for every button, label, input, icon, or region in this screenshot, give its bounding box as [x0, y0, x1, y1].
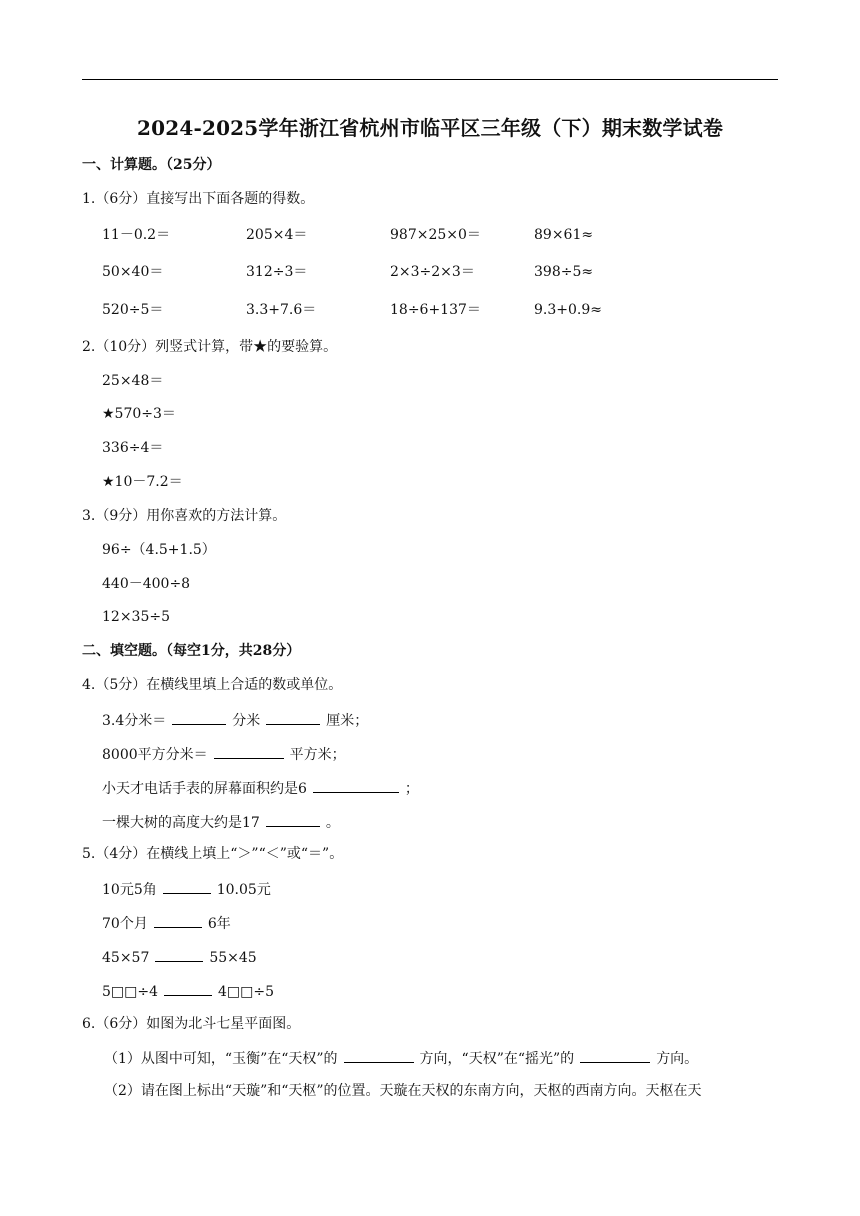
q4-l4-text-b: 。	[325, 815, 340, 831]
q1-r1-c2: 205×4＝	[246, 227, 308, 243]
q6-p1-text-a: （1）从图中可知，“玉衡”在“天权”的	[104, 1051, 338, 1067]
q5-item-2	[102, 913, 231, 933]
q4-stem: 4.（5分）在横线里填上合适的数或单位。	[82, 677, 343, 693]
q3-item-3: 12×35÷5	[102, 609, 170, 625]
q6-blank-2[interactable]	[580, 1048, 650, 1063]
q1-r1-c3: 987×25×0＝	[390, 227, 481, 243]
q4-l2-text-a: 8000平方分米＝	[102, 747, 208, 763]
q4-l4-text-a: 一棵大树的高度大约是17	[102, 815, 260, 831]
q2-item-3: 336÷4＝	[102, 440, 164, 456]
q4-blank-4[interactable]	[313, 778, 399, 793]
section-2-heading: 二、填空题。（每空1分，共28分）	[82, 643, 301, 659]
q5-item-4-left: 5□□÷4	[102, 984, 158, 1000]
q5-item-1	[102, 879, 271, 899]
header-rule	[82, 79, 778, 80]
q5-item-1-right: 10.05元	[216, 882, 271, 898]
q3-item-2: 440－400÷8	[102, 576, 191, 592]
q3-stem: 3.（9分）用你喜欢的方法计算。	[82, 508, 287, 524]
q5-item-4	[102, 981, 274, 1001]
q6-part-1	[104, 1048, 698, 1068]
q1-r3-c3: 18÷6+137＝	[390, 302, 481, 318]
q5-blank-4[interactable]	[164, 981, 212, 996]
q4-l1-text-c: 厘米；	[326, 713, 369, 729]
q2-item-2: ★570÷3＝	[102, 406, 176, 422]
q5-blank-1[interactable]	[163, 879, 211, 894]
q6-part-2: （2）请在图上标出“天璇”和“天枢”的位置。天璇在天权的东南方向，天枢的西南方向。天枢在天	[104, 1083, 702, 1099]
q4-line-1	[102, 710, 368, 730]
q5-item-2-left: 70个月	[102, 916, 148, 932]
q2-stem: 2.（10分）列竖式计算，带★的要验算。	[82, 339, 338, 355]
section-1-heading: 一、计算题。（25分）	[82, 157, 221, 173]
q1-r2-c1: 50×40＝	[102, 264, 164, 280]
q1-r2-c4: 398÷5≈	[534, 264, 594, 280]
q1-r1-c4: 89×61≈	[534, 227, 594, 243]
q5-item-3	[102, 947, 257, 967]
q6-stem: 6.（6分）如图为北斗七星平面图。	[82, 1016, 301, 1032]
q1-r3-c1: 520÷5＝	[102, 302, 164, 318]
q1-r2-c2: 312÷3＝	[246, 264, 308, 280]
q2-item-4: ★10－7.2＝	[102, 474, 183, 490]
q4-blank-3[interactable]	[214, 744, 284, 759]
q5-blank-3[interactable]	[155, 947, 203, 962]
q4-blank-1[interactable]	[172, 710, 226, 725]
q4-l1-text-b: 分米	[232, 713, 261, 729]
q4-l2-text-b: 平方米；	[289, 747, 346, 763]
q4-blank-5[interactable]	[266, 812, 320, 827]
q3-item-1: 96÷（4.5+1.5）	[102, 542, 216, 558]
q4-l3-text-b: ；	[404, 781, 419, 797]
q1-stem: 1.（6分）直接写出下面各题的得数。	[82, 191, 315, 207]
q1-r1-c1: 11－0.2＝	[102, 227, 171, 243]
q4-blank-2[interactable]	[266, 710, 320, 725]
q6-p1-text-c: 方向。	[656, 1051, 699, 1067]
q4-line-3	[102, 778, 419, 798]
page-title: 2024-2025学年浙江省杭州市临平区三年级（下）期末数学试卷	[136, 116, 724, 140]
q1-r3-c2: 3.3+7.6＝	[246, 302, 317, 318]
q2-item-1: 25×48＝	[102, 373, 164, 389]
q6-blank-1[interactable]	[344, 1048, 414, 1063]
q1-r2-c3: 2×3÷2×3＝	[390, 264, 475, 280]
q1-r3-c4: 9.3+0.9≈	[534, 302, 602, 318]
q6-p1-text-b: 方向，“天权”在“摇光”的	[419, 1051, 575, 1067]
q5-item-3-right: 55×45	[209, 950, 257, 966]
q5-item-1-left: 10元5角	[102, 882, 157, 898]
q4-line-4	[102, 812, 340, 832]
q5-blank-2[interactable]	[154, 913, 202, 928]
q4-l3-text-a: 小天才电话手表的屏幕面积约是6	[102, 781, 307, 797]
q5-item-4-right: 4□□÷5	[218, 984, 274, 1000]
q4-l1-text-a: 3.4分米＝	[102, 713, 167, 729]
q4-line-2	[102, 744, 346, 764]
q5-stem: 5.（4分）在横线上填上“＞”“＜”或“＝”。	[82, 846, 344, 862]
q5-item-3-left: 45×57	[102, 950, 150, 966]
q5-item-2-right: 6年	[207, 916, 231, 932]
